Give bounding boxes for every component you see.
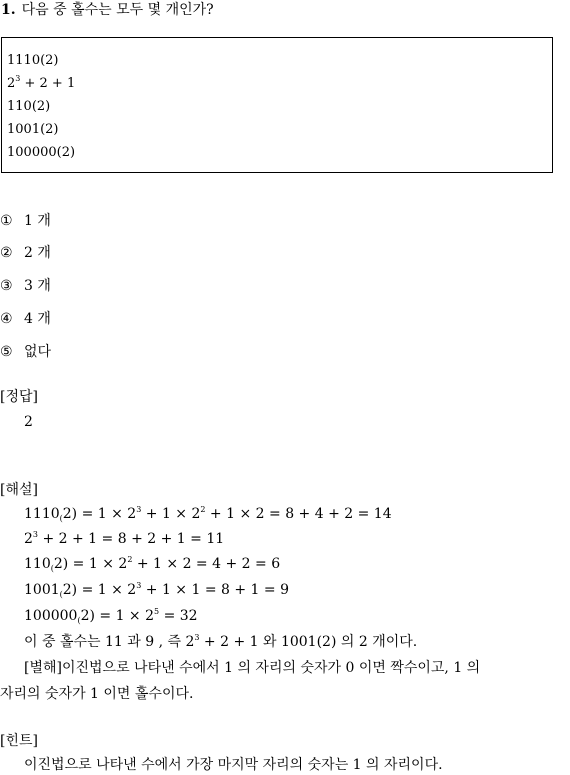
question bbox=[1, 0, 214, 20]
answer-value: 2 bbox=[24, 414, 33, 430]
explanation-line-2: $2^3 + 2 + 1 = 8 + 2 + 1 = 11$ bbox=[24, 530, 225, 547]
choice-3[interactable] bbox=[0, 277, 51, 295]
explanation-label: [해설] bbox=[0, 482, 38, 498]
question-text: 다음 중 홀수는 모두 몇 개인가? bbox=[21, 2, 214, 18]
choice-mark: ③ bbox=[0, 278, 13, 294]
explanation-line-3: $110_(2) = 1 \times 2^2 + 1 \times 2 = 4 + 2 = 6$ bbox=[24, 555, 281, 573]
choice-1[interactable] bbox=[0, 212, 51, 230]
explanation-line-6: 이 중 홀수는 11 과 9 , 즉 $2^3 + 2 + 1$ 와 1001(2) 의 2 개이다. bbox=[24, 633, 418, 650]
box-item-3: 110(2) bbox=[7, 99, 51, 114]
choice-mark: ⑤ bbox=[0, 344, 13, 360]
choice-4[interactable] bbox=[0, 310, 51, 328]
choice-5[interactable] bbox=[0, 343, 51, 361]
hint-label: [힌트] bbox=[0, 733, 38, 749]
hint-text: 이진법으로 나타낸 수에서 가장 마지막 자리의 숫자는 1 의 자리이다. bbox=[24, 757, 443, 773]
choice-label: 없다 bbox=[24, 344, 52, 360]
question-number: 1. bbox=[1, 2, 16, 18]
explanation-alt-method-cont: 자리의 숫자가 1 이면 홀수이다. bbox=[0, 686, 194, 702]
choice-label: 4 개 bbox=[24, 311, 51, 327]
choice-mark: ④ bbox=[0, 311, 13, 327]
explanation-alt-method: [별해]이진법으로 나타낸 수에서 1 의 자리의 숫자가 0 이면 짝수이고, 1 의 bbox=[24, 660, 481, 676]
box-item-2: $2^3 + 2 + 1$ bbox=[7, 74, 76, 91]
choice-mark: ① bbox=[0, 213, 13, 229]
box-item-5: 100000(2) bbox=[7, 145, 76, 160]
choice-label: 1 개 bbox=[24, 213, 51, 229]
box-item-4: 1001(2) bbox=[7, 122, 59, 137]
explanation-line-5: $100000_(2) = 1 \times 2^5 = 32$ bbox=[24, 607, 198, 625]
choice-label: 2 개 bbox=[24, 245, 51, 261]
explanation-line-4: $1001_(2) = 1 \times 2^3 + 1 \times 1 = 8 + 1 = 9$ bbox=[24, 581, 290, 599]
choice-2[interactable] bbox=[0, 244, 51, 262]
choice-mark: ② bbox=[0, 245, 13, 261]
box-item-1: 1110(2) bbox=[7, 53, 59, 68]
numbers-box bbox=[1, 37, 553, 173]
answer-label: [정답] bbox=[0, 389, 38, 405]
explanation-line-1: $1110_(2) = 1 \times 2^3 + 1 \times 2^2 + 1 \times 2 = 8 + 4 + 2 = 14$ bbox=[24, 505, 392, 523]
choice-label: 3 개 bbox=[24, 278, 51, 294]
